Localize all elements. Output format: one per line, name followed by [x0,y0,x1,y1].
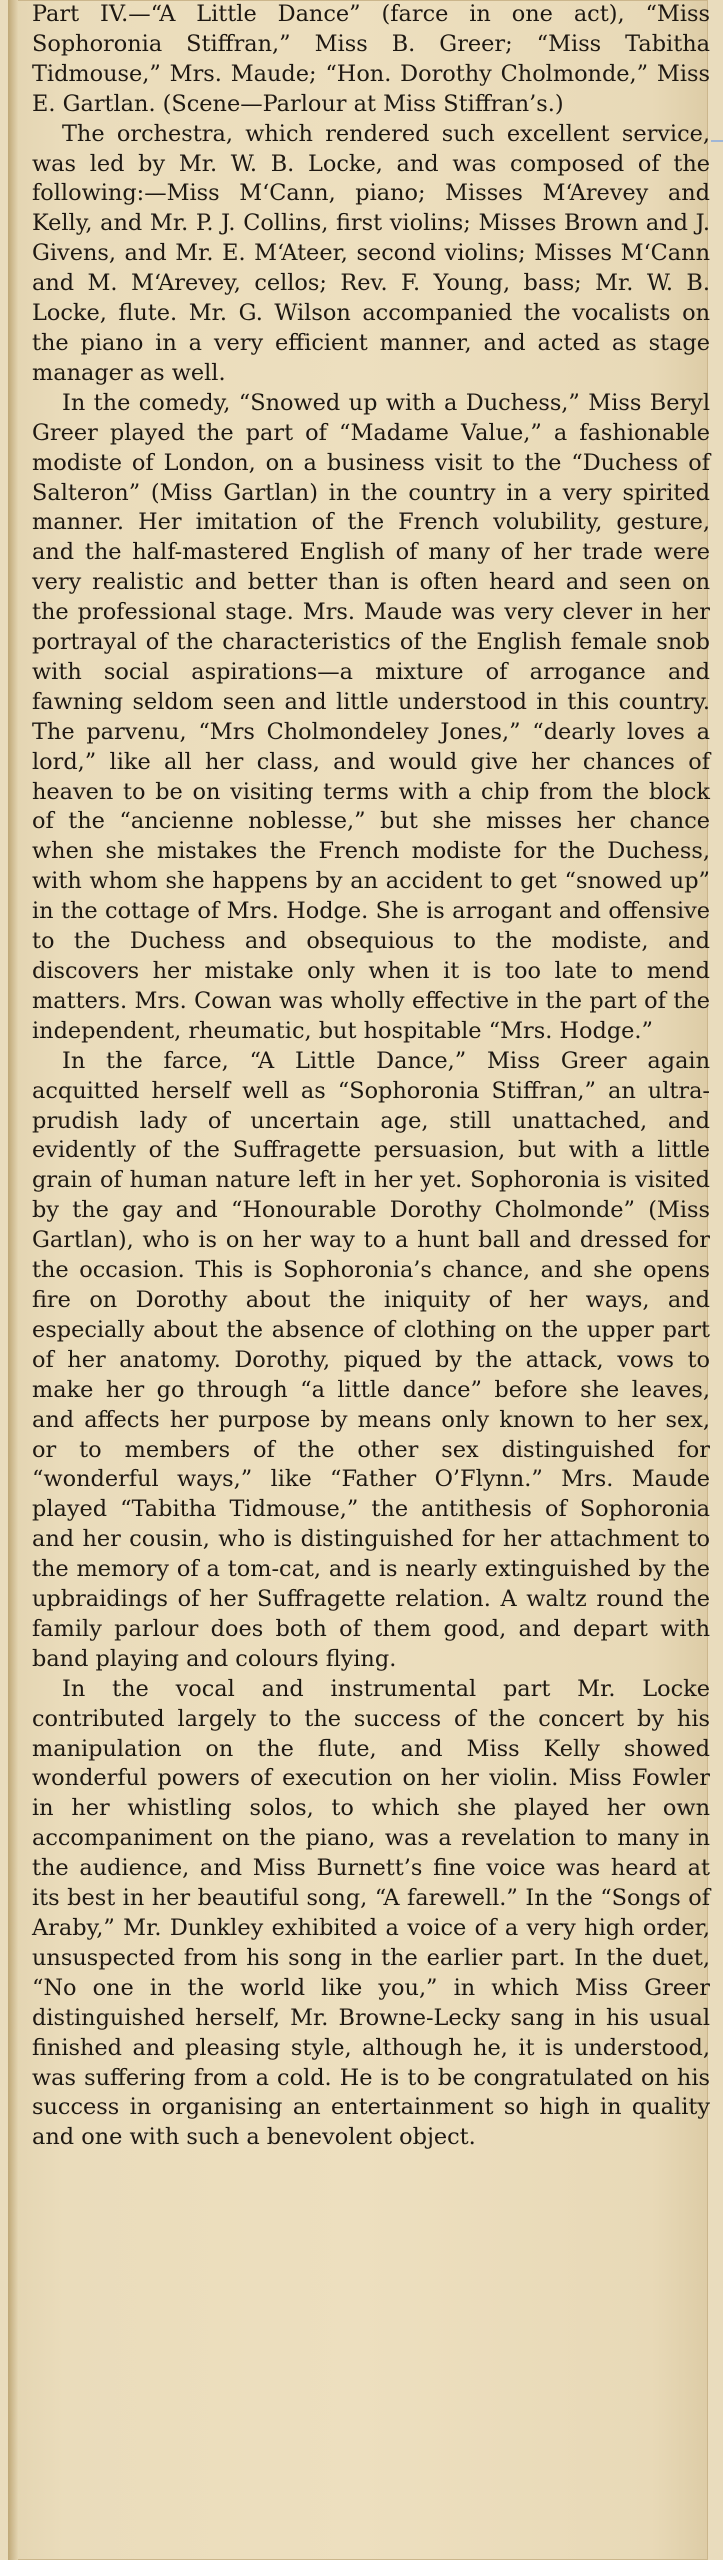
comedy-review-paragraph: In the comedy, “Snowed up with a Duchess,” Miss Beryl Greer played the part of “Madame Value,” a fashionable modiste of London, on a business visit to the “Duchess of Salteron” (Miss Gartlan) in the country in a very spirited manner. Her imitation of the French volubility, gesture, and the half-mastered English of many of her trade were very realistic and better than is often heard and seen on the professional stage. Mrs. Maude was very clever in her portrayal of the characteristics of the English female snob with social aspirations—a mixture of arrogance and fawning seldom seen and little understood in this country. The parvenu, “Mrs Cholmondeley Jones,” “dearly loves a lord,” like all her class, and would give her chances of heaven to be on visiting terms with a chip from the block of the “ancienne noblesse,” but she misses her chance when she mistakes the French modiste for the Duchess, with whom she happens by an accident to get “snowed up” in the cottage of Mrs. Hodge. She is arrogant and offensive to the Duchess and obsequious to the modiste, and discovers her mistake only when it is too late to mend matters. Mrs. Cowan was wholly effective in the part of the independent, rheumatic, but hospitable “Mrs. Hodge.” [32,389,710,1044]
newspaper-clipping [8,0,708,2560]
scan-margin-mark [711,140,723,142]
clipping-edge-shadow [8,0,18,2560]
farce-review-paragraph: In the farce, “A Little Dance,” Miss Greer again acquitted herself well as “Sophoronia Stiffran,” an ultra-prudish lady of uncertain age, still unattached, and evidently of the Suffragette persuasion, but with a little grain of human nature left in her yet. Sophoronia is visited by the gay and “Honourable Dorothy Cholmonde” (Miss Gartlan), who is on her way to a hunt ball and dressed for the occasion. This is Sophoronia’s chance, and she opens fire on Dorothy about the iniquity of her ways, and especially about the absence of clothing on the upper part of her anatomy. Dorothy, piqued by the attack, vows to make her go through “a little dance” before she leaves, and affects her purpose by means only known to her sex, or to members of the other sex distinguished for “wonderful ways,” like “Father O’Flynn.” Mrs. Maude played “Tabitha Tidmouse,” the antithesis of Sophoronia and her cousin, who is distinguished for her attachment to the memory of a tom-cat, and is nearly extinguished by the upbraidings of her Suffragette relation. A waltz round the family parlour does both of them good, and depart with band playing and colours flying. [32,1047,710,1672]
orchestra-paragraph: The orchestra, which rendered such excellent service, was led by Mr. W. B. Locke, and was composed of the following:—Miss M‘Cann, piano; Misses M‘Arevey and Kelly, and Mr. P. J. Collins, first violins; Misses Brown and J. Givens, and Mr. E. M‘Ateer, second violins; Misses M‘Cann and M. M‘Arevey, cellos; Rev. F. Young, bass; Mr. W. B. Locke, flute. Mr. G. Wilson accompanied the vocalists on the piano in a very efficient manner, and acted as stage manager as well. [32,120,710,386]
concert-review-paragraph: In the vocal and instrumental part Mr. Locke contributed largely to the success of the concert by his manipulation on the flute, and Miss Kelly showed wonderful powers of execution on her violin. Miss Fowler in her whistling solos, to which she played her own accompaniment on the piano, was a revelation to many in the audience, and Miss Burnett’s fine voice was heard at its best in her beautiful song, “A farewell.” In the “Songs of Araby,” Mr. Dunkley exhibited a voice of a very high order, unsuspected from his song in the earlier part. In the duet, “No one in the world like you,” in which Miss Greer distinguished herself, Mr. Browne-Lecky sang in his usual finished and pleasing style, although he, it is understood, was suffering from a cold. He is to be congratulated on his success in organising an entertainment so high in quality and one with such a benevolent object. [32,1675,710,2151]
article-body [32,0,710,2153]
cast-list-paragraph: Part IV.—“A Little Dance” (farce in one act), “Miss Sophoronia Stiffran,” Miss B. Greer; “Miss Tabitha Tidmouse,” Mrs. Maude; “Hon. Dorothy Cholmonde,” Miss E. Gartlan. (Scene—Parlour at Miss Stiffran’s.) [32,1,710,117]
